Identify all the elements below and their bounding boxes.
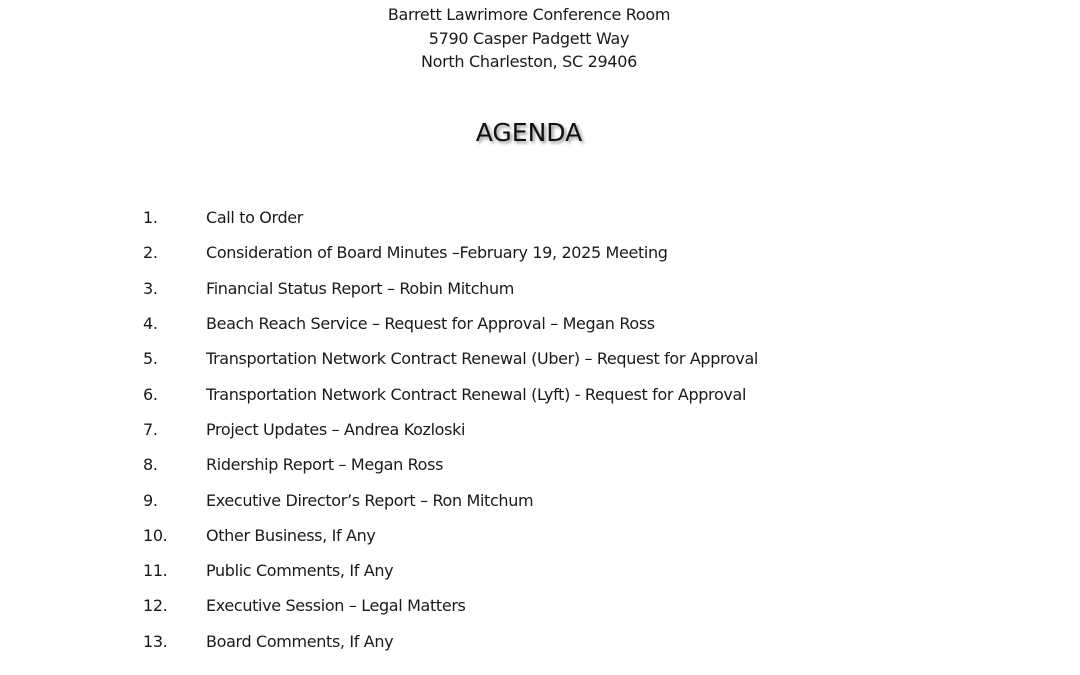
agenda-item bbox=[143, 200, 758, 235]
agenda-list bbox=[143, 200, 758, 659]
agenda-item bbox=[143, 588, 758, 623]
item-number: 9. bbox=[143, 490, 158, 510]
agenda-item bbox=[143, 412, 758, 447]
item-number: 10. bbox=[143, 525, 168, 545]
item-number: 11. bbox=[143, 561, 168, 581]
item-number: 13. bbox=[143, 631, 168, 651]
item-text: Other Business, If Any bbox=[206, 525, 376, 545]
item-number: 8. bbox=[143, 455, 158, 475]
item-number: 4. bbox=[143, 314, 158, 334]
item-text: Project Updates – Andrea Kozloski bbox=[206, 419, 466, 439]
agenda-item bbox=[143, 235, 758, 270]
item-number: 5. bbox=[143, 349, 158, 369]
item-number: 3. bbox=[143, 278, 158, 298]
location-name: Barrett Lawrimore Conference Room bbox=[387, 5, 671, 24]
item-text: Call to Order bbox=[206, 208, 304, 228]
item-number: 12. bbox=[143, 596, 168, 616]
item-text: Public Comments, If Any bbox=[206, 561, 394, 581]
item-text: Ridership Report – Megan Ross bbox=[206, 455, 444, 475]
agenda-item bbox=[143, 518, 758, 553]
item-text: Board Comments, If Any bbox=[206, 631, 394, 651]
item-text: Executive Director’s Report – Ron Mitchum bbox=[206, 490, 534, 510]
city-state-zip: North Charleston, SC 29406 bbox=[420, 52, 638, 71]
item-number: 7. bbox=[143, 419, 158, 439]
agenda-item bbox=[143, 341, 758, 376]
page-title: AGENDA bbox=[475, 118, 583, 147]
item-text: Beach Reach Service – Request for Approval – Megan Ross bbox=[206, 314, 655, 334]
item-text: Transportation Network Contract Renewal (Lyft) - Request for Approval bbox=[206, 384, 747, 404]
agenda-item bbox=[143, 482, 758, 517]
item-number: 2. bbox=[143, 243, 158, 263]
item-text: Executive Session – Legal Matters bbox=[206, 596, 466, 616]
agenda-item bbox=[143, 271, 758, 306]
item-text: Financial Status Report – Robin Mitchum bbox=[206, 278, 514, 298]
agenda-item bbox=[143, 376, 758, 411]
item-text: Transportation Network Contract Renewal (Uber) – Request for Approval bbox=[206, 349, 759, 369]
agenda-item bbox=[143, 553, 758, 588]
agenda-item bbox=[143, 447, 758, 482]
item-number: 6. bbox=[143, 384, 158, 404]
meeting-location bbox=[0, 3, 1058, 74]
item-text: Consideration of Board Minutes –February 19, 2025 Meeting bbox=[206, 243, 668, 263]
agenda-item bbox=[143, 624, 758, 659]
item-number: 1. bbox=[143, 208, 158, 228]
agenda-item bbox=[143, 306, 758, 341]
street-address: 5790 Casper Padgett Way bbox=[428, 28, 630, 48]
